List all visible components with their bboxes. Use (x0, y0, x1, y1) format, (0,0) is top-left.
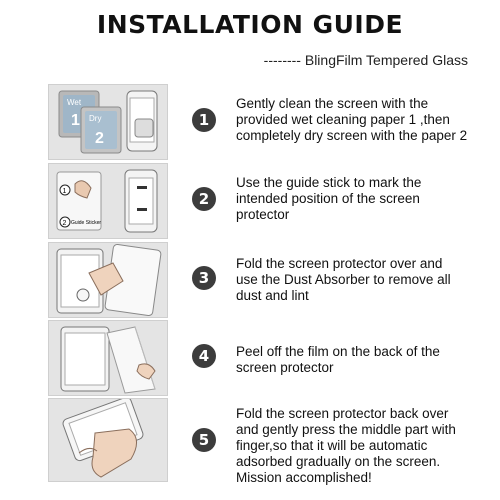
page-subtitle: -------- BlingFilm Tempered Glass (263, 52, 468, 68)
step-4 (0, 320, 500, 396)
step-1 (0, 84, 500, 160)
step-4-text: Peel off the film on the back of the screen protector (236, 344, 440, 375)
cleaning-wipes-illustration (49, 85, 167, 159)
step-5-illustration (48, 398, 168, 482)
dust-absorber-illustration (49, 243, 167, 317)
step-2-text: Use the guide stick to mark the intended position of the screen protector (236, 175, 422, 222)
step-3-illustration (48, 242, 168, 318)
step-4-illustration (48, 320, 168, 396)
guide-sticker-label: Guide Sticker (71, 220, 102, 226)
wet-label: Wet (67, 98, 82, 107)
step-4-number: 4 (192, 344, 216, 368)
step-3-text: Fold the screen protector over and use the Dust Absorber to remove all dust and lint (236, 256, 451, 303)
dry-number: 2 (95, 130, 104, 147)
step-1-text: Gently clean the screen with the provided wet cleaning paper 1 ,then completely dry screen with the paper 2 (236, 96, 468, 143)
dry-label: Dry (89, 114, 102, 123)
step-5 (0, 398, 500, 494)
wet-number: 1 (71, 112, 80, 129)
sticker-number-2: 2 (62, 220, 67, 227)
step-2 (0, 163, 500, 239)
guide-sticker-illustration (49, 164, 167, 238)
step-1-number: 1 (192, 108, 216, 132)
step-1-illustration (48, 84, 168, 160)
step-3 (0, 242, 500, 318)
press-screen-illustration (49, 399, 167, 481)
page-title: INSTALLATION GUIDE (96, 10, 404, 39)
peel-film-illustration (49, 321, 167, 395)
step-2-illustration (48, 163, 168, 239)
sticker-number-1: 1 (62, 188, 67, 195)
step-2-number: 2 (192, 187, 216, 211)
step-3-number: 3 (192, 266, 216, 290)
step-5-text: Fold the screen protector back over and gently press the middle part with finger,so that it will be automatic adsorbed gradually on the screen. Mission accomplished! (236, 406, 456, 485)
step-5-number: 5 (192, 428, 216, 452)
